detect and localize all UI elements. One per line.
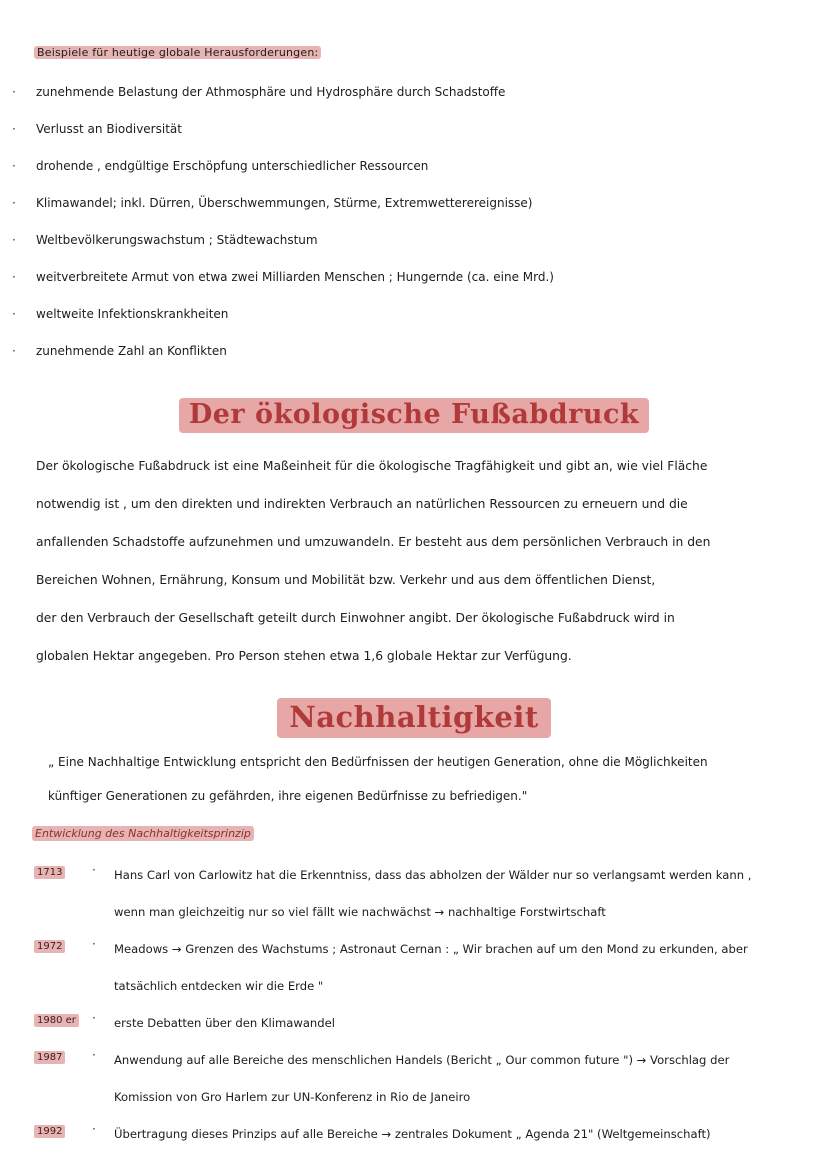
- footprint-paragraph: [36, 452, 766, 680]
- paragraph-line: Der ökologische Fußabdruck ist eine Maßeinheit für die ökologische Tragfähigkeit und gibt an, wie viel Fläche: [36, 459, 708, 473]
- list-item: · drohende , endgültige Erschöpfung unterschiedlicher Ressourcen: [0, 154, 828, 191]
- timeline-year: 1980 er: [34, 1014, 79, 1027]
- timeline-year: 1992: [34, 1125, 65, 1138]
- bullet-icon: ·: [12, 196, 16, 210]
- bullet-icon: ·: [12, 122, 16, 136]
- bullet-icon: ·: [12, 270, 16, 284]
- timeline-text: [114, 1046, 729, 1120]
- paragraph-line: Bereichen Wohnen, Ernährung, Konsum und Mobilität bzw. Verkehr und aus dem öffentlichen Dienst,: [36, 573, 656, 587]
- bullet-icon: ·: [12, 233, 16, 247]
- timeline-text: [114, 935, 748, 1009]
- bullet-icon: ·: [12, 344, 16, 358]
- bullet-icon: ·: [92, 1011, 96, 1025]
- list-item: · weltweite Infektionskrankheiten: [0, 302, 828, 339]
- timeline-text: [114, 861, 751, 935]
- paragraph-line: anfallenden Schadstoffe aufzunehmen und umzuwandeln. Er besteht aus dem persönlichen Verbrauch in den: [36, 535, 711, 549]
- bullet-icon: ·: [12, 159, 16, 173]
- timeline-line: tatsächlich entdecken wir die Erde ": [114, 979, 324, 993]
- timeline-year: 1972: [34, 940, 65, 953]
- bullet-icon: ·: [12, 85, 16, 99]
- bullet-icon: ·: [92, 937, 96, 951]
- sustainability-title-text: Nachhaltigkeit: [277, 698, 551, 738]
- quote-line: „ Eine Nachhaltige Entwicklung entspricht den Bedürfnissen der heutigen Generation, ohne die Möglichkeiten: [48, 755, 708, 769]
- footprint-title: [0, 398, 828, 433]
- intro-heading-text: Beispiele für heutige globale Herausforderungen:: [34, 46, 321, 59]
- timeline-line: Anwendung auf alle Bereiche des menschlichen Handels (Bericht „ Our common future ") → Vorschlag der: [114, 1053, 730, 1067]
- development-label: [32, 827, 254, 840]
- paragraph-line: notwendig ist , um den direkten und indirekten Verbrauch an natürlichen Ressourcen zu erneuern und die: [36, 497, 688, 511]
- bullet-icon: ·: [92, 1122, 96, 1136]
- timeline-line: Hans Carl von Carlowitz hat die Erkenntniss, dass das abholzen der Wälder nur so verlangsamt werden kann ,: [114, 868, 752, 882]
- list-item: · Verlusst an Biodiversität: [0, 117, 828, 154]
- list-item: · Weltbevölkerungswachstum ; Städtewachstum: [0, 228, 828, 265]
- timeline-line: Meadows → Grenzen des Wachstums ; Astronaut Cernan : „ Wir brachen auf um den Mond zu erkunden, aber: [114, 942, 748, 956]
- timeline-line: wenn man gleichzeitig nur so viel fällt wie nachwächst → nachhaltige Forstwirtschaft: [114, 905, 606, 919]
- sustainability-quote: [48, 748, 818, 816]
- footprint-title-text: Der ökologische Fußabdruck: [179, 398, 649, 433]
- bullet-icon: ·: [92, 863, 96, 877]
- development-label-text: Entwicklung des Nachhaltigkeitsprinzip: [32, 826, 254, 841]
- sustainability-title: [0, 698, 828, 738]
- timeline-text: [114, 1120, 711, 1157]
- challenges-list: [0, 80, 828, 376]
- quote-line: künftiger Generationen zu gefährden, ihre eigenen Bedürfnisse zu befriedigen.": [48, 789, 528, 803]
- timeline-line: Komission von Gro Harlem zur UN-Konferenz in Rio de Janeiro: [114, 1090, 471, 1104]
- intro-heading: [34, 46, 321, 59]
- paragraph-line: der den Verbrauch der Gesellschaft geteilt durch Einwohner angibt. Der ökologische Fußabdruck wird in: [36, 611, 675, 625]
- timeline-year: 1987: [34, 1051, 65, 1064]
- list-item: · Klimawandel; inkl. Dürren, Überschwemmungen, Stürme, Extremwetterereignisse): [0, 191, 828, 228]
- list-item: · zunehmende Belastung der Athmosphäre und Hydrosphäre durch Schadstoffe: [0, 80, 828, 117]
- timeline-line: erste Debatten über den Klimawandel: [114, 1016, 335, 1030]
- bullet-icon: ·: [12, 307, 16, 321]
- list-item: · zunehmende Zahl an Konflikten: [0, 339, 828, 376]
- paragraph-line: globalen Hektar angegeben. Pro Person stehen etwa 1,6 globale Hektar zur Verfügung.: [36, 649, 572, 663]
- timeline-year: 1713: [34, 866, 65, 879]
- timeline-line: Übertragung dieses Prinzips auf alle Bereiche → zentrales Dokument „ Agenda 21" (Weltgemeinschaft): [114, 1127, 711, 1141]
- timeline-text: [114, 1009, 335, 1046]
- list-item: · weitverbreitete Armut von etwa zwei Milliarden Menschen ; Hungernde (ca. eine Mrd.): [0, 265, 828, 302]
- bullet-icon: ·: [92, 1048, 96, 1062]
